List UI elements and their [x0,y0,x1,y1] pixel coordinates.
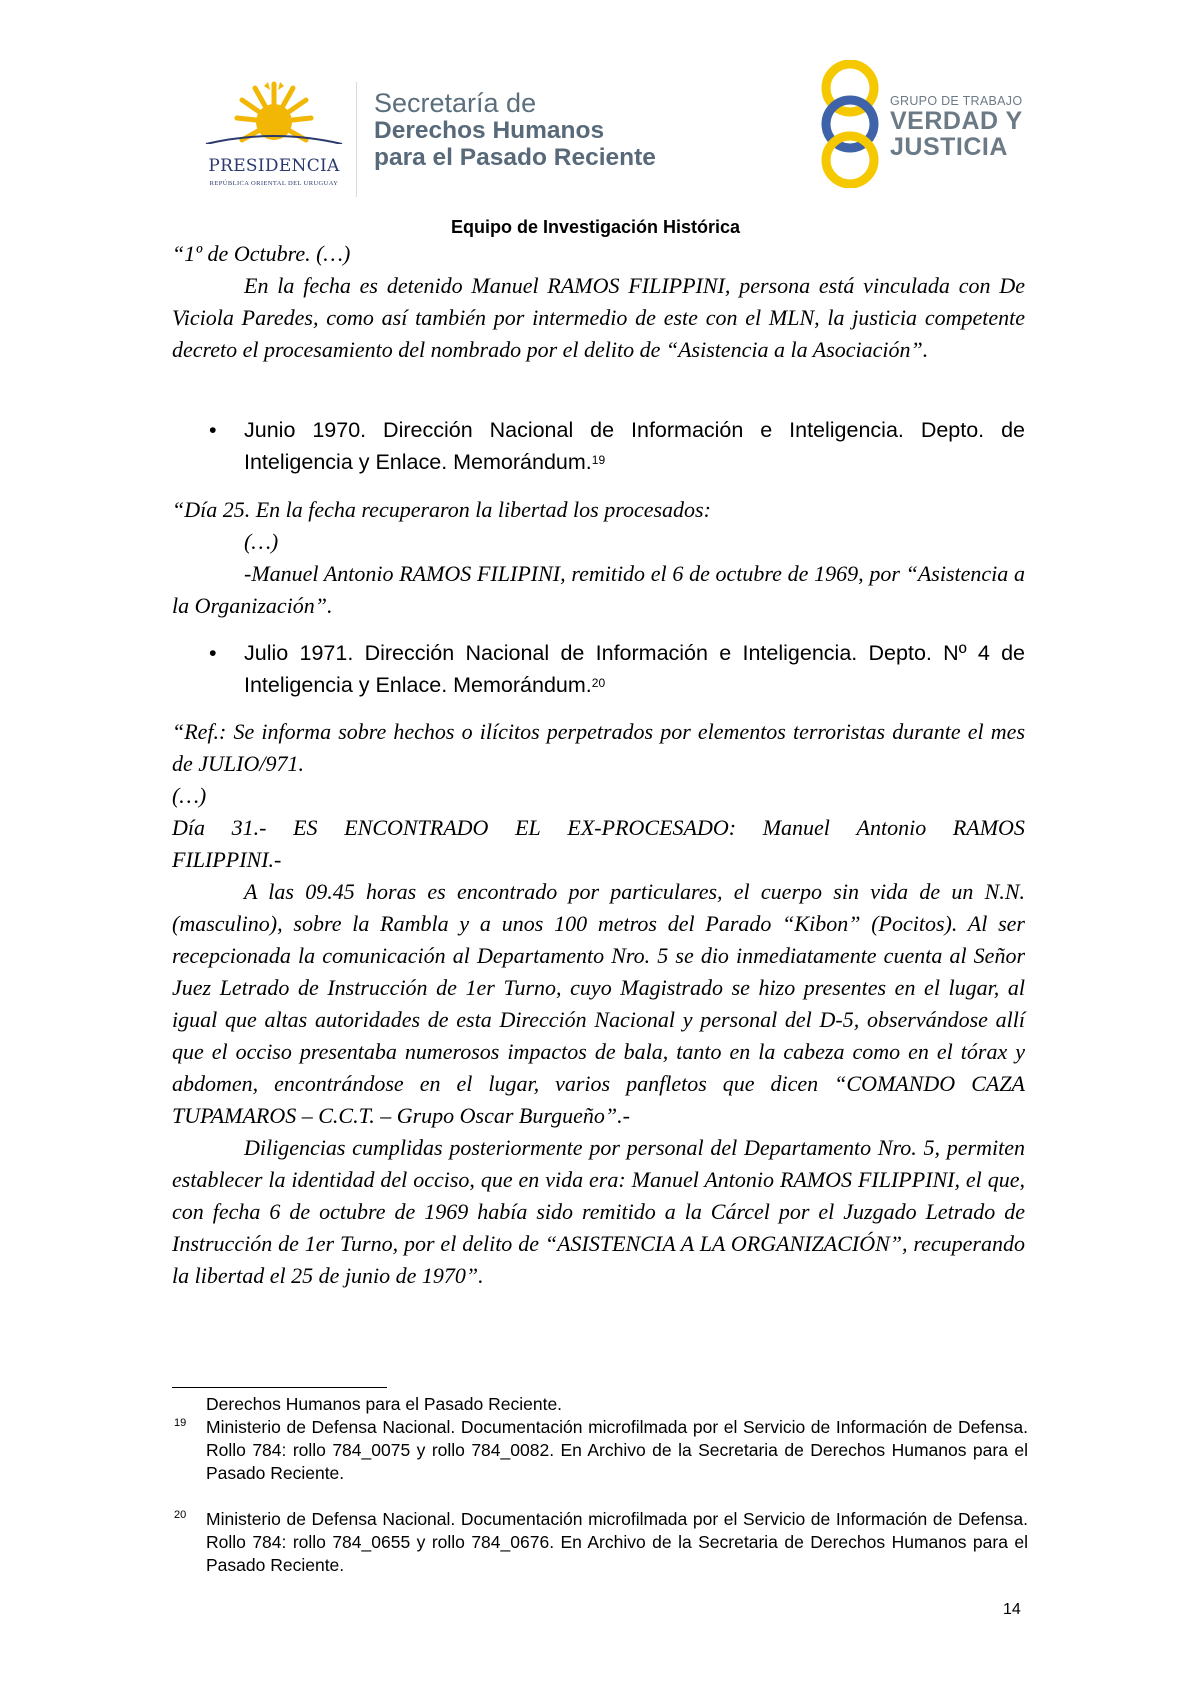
footnote-divider [172,1387,387,1388]
quote-paragraph: A las 09.45 horas es encontrado por particulares, el cuerpo sin vida de un N.N. (masculino), sobre la Rambla y a unos 100 metros del Parado “Kibon” (Pocitos). Al ser recepcionada la comunicación al Departamento Nro. 5 se dio inmediatamente cuenta al Señor Juez Letrado de Instrucción de 1er Turno, cuyo Magistrado se hizo presentes en el lugar, al igual que altas autoridades de esta Dirección Nacional y personal del D-5, observándose allí que el occiso presentaba numerosos impactos de bala, tanto en la cabeza como en el tórax y abdomen, encontrándose en el lugar, varios panfletos que dicen “COMANDO CAZA TUPAMAROS – C.C.T. – Grupo Oscar Burgueño”.- [172,879,1025,1128]
footnote-number: 20 [174,1509,187,1521]
grupo-line-2: VERDAD Y [890,107,1023,135]
quote-paragraph: -Manuel Antonio RAMOS FILIPINI, remitido el 6 de octubre de 1969, por “Asistencia a la Organización”. [172,561,1025,618]
footnote-19 [172,1416,1028,1485]
grupo-line-3: JUSTICIA [890,133,1008,161]
bullet-text [244,637,1025,701]
quote-day-tail: FILIPPINI.- [172,847,282,872]
quote-date: “1º de Octubre. (…) [172,241,351,266]
header-divider [356,82,357,197]
day-word: Día [172,815,205,840]
linked-rings-icon [812,60,902,188]
bullet-icon: • [209,418,217,442]
quote-day-heading [172,812,1025,844]
presidencia-subtitle: REPÚBLICA ORIENTAL DEL URUGUAY [209,180,339,187]
quote-ref: “Ref.: Se informa sobre hechos o ilícitos perpetrados por elementos terroristas durante el mes de JULIO/971. [172,719,1025,776]
quote-october [172,238,1025,366]
secretaria-line-2: Derechos Humanos [374,117,605,144]
footnote-ref: 19 [591,453,606,467]
footnote-20 [172,1508,1028,1577]
sun-emblem-icon [198,78,350,158]
secretaria-name [374,90,656,171]
quote-ellipsis: (…) [172,783,207,808]
quote-july [172,716,1025,1292]
bullet-text [244,414,1025,478]
grupo-trabajo-name [890,94,1023,160]
bullet-icon: • [209,641,217,665]
page-number: 14 [1003,1601,1021,1618]
quote-paragraph: En la fecha es detenido Manuel RAMOS FILIPPINI, persona está vinculada con De Viciola Paredes, como así también por intermedio de este con el MLN, la justicia competente decreto el procesamiento del nombrado por el delito de “Asistencia a la Asociación”. [172,273,1025,362]
quote-june [172,494,1025,622]
day-word: 31.- [231,815,267,840]
day-word: Antonio [856,815,927,840]
quote-ellipsis: (…) [244,529,279,554]
day-word: EX-PROCESADO: [567,815,737,840]
team-heading: Equipo de Investigación Histórica [450,217,741,237]
footnote-text: Ministerio de Defensa Nacional. Documentación microfilmada por el Servicio de Información de Defensa. Rollo 784: rollo 784_0655 y rollo 784_0676. En Archivo de la Secretaria de Derechos Humanos para el Pasado Reciente. [206,1509,1028,1575]
presidencia-logo [198,82,350,202]
day-word: EL [515,815,541,840]
bullet-label: Junio 1970. Dirección Nacional de Información e Inteligencia. Depto. de Inteligencia y Enlace. Memorándum. [244,418,1025,474]
grupo-line-1: GRUPO DE TRABAJO [890,94,1023,108]
footnote-text: Derechos Humanos para el Pasado Reciente. [206,1394,563,1414]
quote-line: “Día 25. En la fecha recuperaron la libertad los procesados: [172,497,711,522]
footnote-number: 19 [174,1417,187,1429]
letterhead [0,60,1191,190]
presidencia-title: PRESIDENCIA [208,156,340,176]
bullet-item [172,637,1025,701]
quote-paragraph: Diligencias cumplidas posteriormente por personal del Departamento Nro. 5, permiten establecer la identidad del occiso, que en vida era: Manuel Antonio RAMOS FILIPPINI, el que, con fecha 6 de octubre de 1969 había sido remitido a la Cárcel por el Juzgado Letrado de Instrucción de 1er Turno, por el delito de “ASISTENCIA A LA ORGANIZACIÓN”, recuperando la libertad el 25 de junio de 1970”. [172,1135,1025,1288]
footnote-ref: 20 [591,676,606,690]
day-word: ENCONTRADO [344,815,489,840]
footnote-carryover [172,1393,1028,1416]
bullet-item [172,414,1025,478]
bullet-label: Julio 1971. Dirección Nacional de Información e Inteligencia. Depto. Nº 4 de Inteligencia y Enlace. Memorándum. [244,641,1025,697]
day-word: Manuel [762,815,830,840]
secretaria-line-3: para el Pasado Reciente [374,144,656,171]
secretaria-line-1: Secretaría de [374,88,537,118]
day-word: ES [293,815,318,840]
day-word: RAMOS [952,815,1025,840]
footnote-text: Ministerio de Defensa Nacional. Documentación microfilmada por el Servicio de Información de Defensa. Rollo 784: rollo 784_0075 y rollo 784_0082. En Archivo de la Secretaria de Derechos Humanos para el Pasado Reciente. [206,1417,1028,1483]
